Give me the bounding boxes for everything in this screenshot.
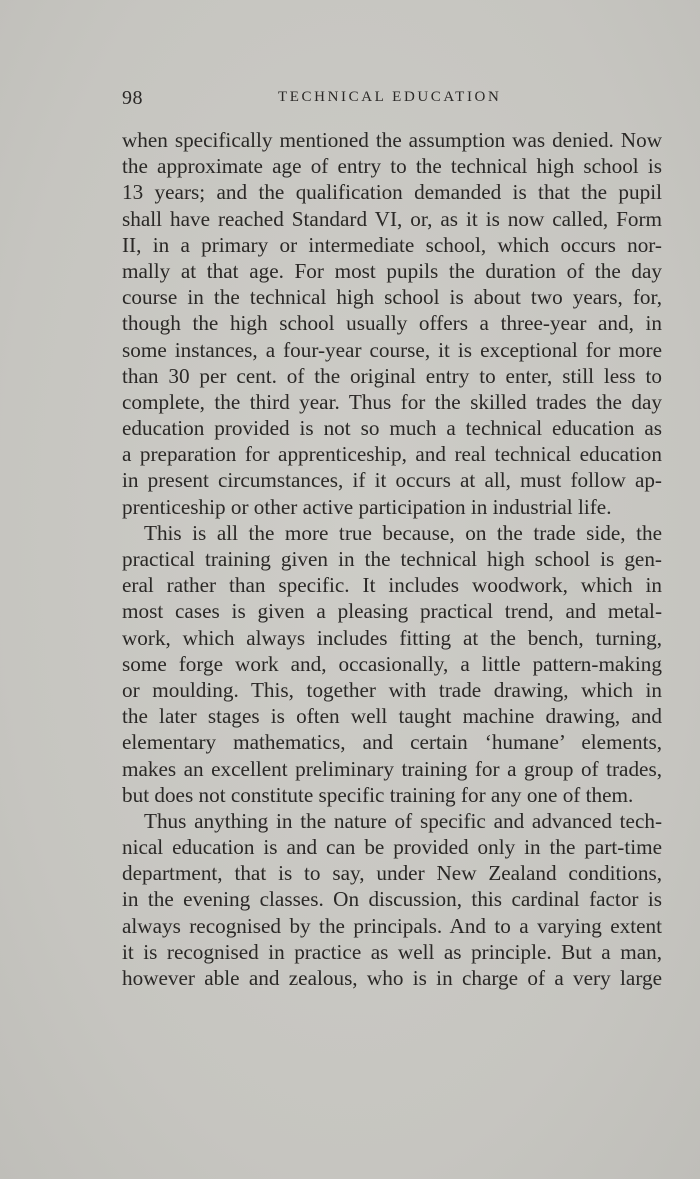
text-line: some forge work and, occasionally, a little pattern-making: [122, 651, 662, 676]
text-line: most cases is given a pleasing practical trend, and metal-: [122, 599, 662, 624]
text-line: complete, the third year. Thus for the skilled trades the day: [122, 389, 662, 414]
text-line: education provided is not so much a technical education as: [122, 416, 662, 441]
text-line: however able and zealous, who is in charge of a very large: [122, 966, 662, 990]
page-header: [122, 87, 662, 113]
text-line: the approximate age of entry to the technical high school is: [122, 154, 662, 179]
text-line: work, which always includes fitting at the bench, turning,: [122, 625, 662, 650]
text-line: course in the technical high school is about two years, for,: [122, 285, 662, 310]
text-line: nical education is and can be provided only in the part-time: [122, 835, 662, 860]
text-line: when specifically mentioned the assumption was denied. Now: [122, 128, 662, 152]
text-line: in the evening classes. On discussion, this cardinal factor is: [122, 887, 662, 912]
text-line: in present circumstances, if it occurs at all, must follow ap-: [122, 468, 662, 493]
page-number: 98: [122, 87, 143, 109]
text-line: it is recognised in practice as well as principle. But a man,: [122, 939, 662, 964]
running-title: TECHNICAL EDUCATION: [278, 89, 502, 105]
text-line: the later stages is often well taught machine drawing, and: [122, 704, 662, 729]
text-line: 13 years; and the qualification demanded is that the pupil: [122, 180, 662, 205]
text-line: shall have reached Standard VI, or, as it is now called, Form: [122, 206, 662, 231]
text-line: practical training given in the technical high school is gen-: [122, 547, 662, 571]
text-line: department, that is to say, under New Zealand conditions,: [122, 861, 662, 886]
text-line: prenticeship or other active participation in industrial life.: [122, 494, 612, 519]
text-line: though the high school usually offers a three-year and, in: [122, 311, 662, 336]
text-line: a preparation for apprenticeship, and real technical education: [122, 442, 662, 467]
text-line: makes an excellent preliminary training for a group of trades,: [122, 756, 662, 781]
text-line: eral rather than specific. It includes woodwork, which in: [122, 573, 662, 598]
text-line: than 30 per cent. of the original entry to enter, still less to: [122, 363, 662, 388]
text-line: or moulding. This, together with trade drawing, which in: [122, 677, 662, 702]
text-line: but does not constitute specific training for any one of them.: [122, 782, 634, 807]
text-line: mally at that age. For most pupils the duration of the day: [122, 258, 662, 283]
text-line: II, in a primary or intermediate school, which occurs nor-: [122, 232, 662, 257]
text-line: elementary mathematics, and certain ‘humane’ elements,: [122, 730, 662, 755]
text-line: some instances, a four-year course, it is exceptional for more: [122, 337, 662, 362]
text-line: always recognised by the principals. And to a varying extent: [122, 913, 662, 938]
text-line: Thus anything in the nature of specific and advanced tech-: [144, 808, 662, 833]
text-line: This is all the more true because, on the trade side, the: [144, 520, 662, 545]
body-text: [122, 127, 662, 991]
